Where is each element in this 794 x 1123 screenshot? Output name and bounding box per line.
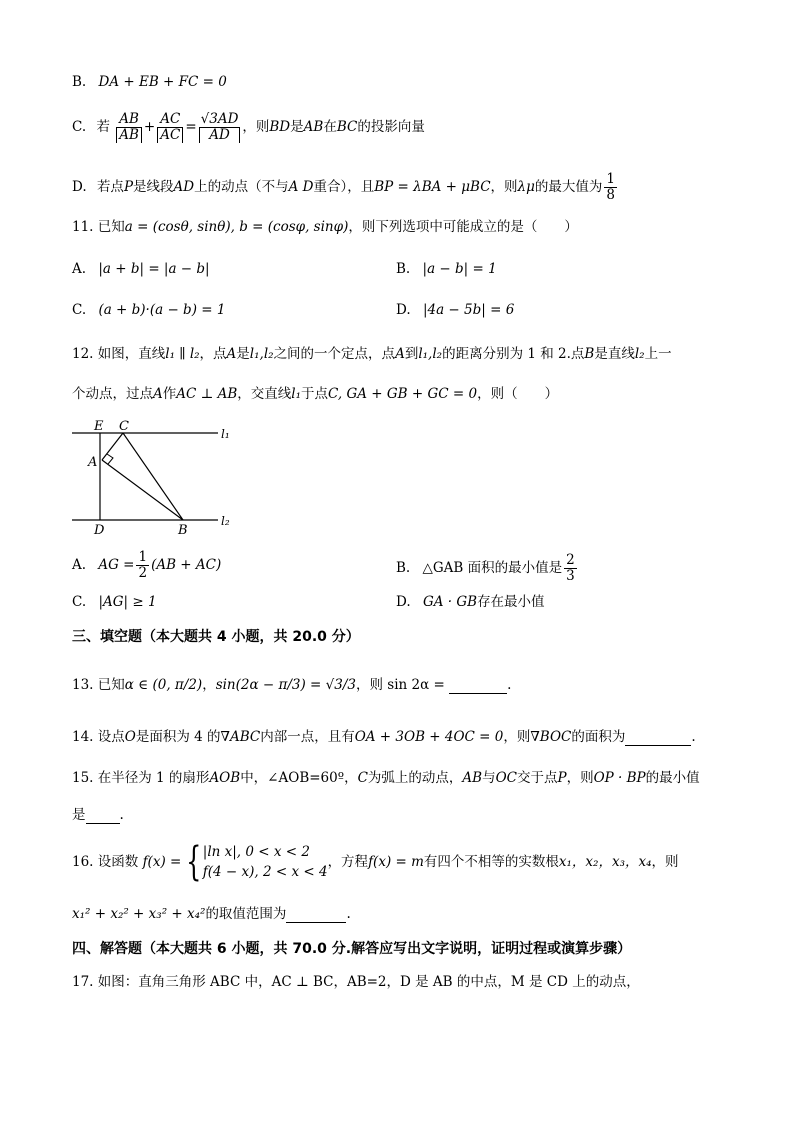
parallel-lines: l₁ ∥ l₂ (165, 346, 200, 362)
rhs: (AB + AC) (151, 557, 222, 573)
triangle-abc: ∇ABC (220, 729, 261, 745)
text: 若 (96, 119, 110, 135)
text: 之间的一个定点，点 (273, 346, 396, 362)
text: 与 (482, 770, 496, 786)
option-label: A. (72, 557, 87, 573)
segment-ab: AB (462, 770, 483, 786)
option-text: |4a − 5b| = 6 (422, 302, 515, 318)
answer-blank[interactable] (625, 745, 691, 746)
text: 12. 如图，直线 (72, 346, 166, 362)
label-e: E (94, 419, 104, 434)
segment-ac (102, 433, 123, 460)
lines: l₁,l₂ (418, 346, 443, 362)
q14: 14. 设点O是面积为 4 的∇ABC内部一点，且有OA + 3OB + 4OC = 0，则∇BOC的面积为 . (72, 729, 696, 745)
option-text: △GAB 面积的最小值是 (422, 560, 563, 576)
text: ，交直线 (237, 386, 292, 402)
q12-stem-line2 (72, 385, 558, 403)
sum-of-squares: x₁² + x₂² + x₃² + x₄² (72, 906, 206, 922)
text: 个动点，过点 (72, 386, 153, 402)
q17: 17. 如图：直角三角形 ABC 中，AC ⊥ BC，AB=2，D 是 AB 的中点，M 是 CD 上的动点， (72, 974, 640, 990)
q13: 13. 已知α ∈ (0, π/2)，sin(2α − π/3) = √3/3，则 sin 2α = . (72, 677, 512, 693)
q12-stem-line1 (72, 345, 672, 363)
brace-icon: { (186, 839, 202, 885)
point-p: P (123, 179, 134, 195)
text: 作 (162, 386, 177, 402)
lhs: AG = (98, 557, 135, 573)
dot-product: OP · BP (593, 770, 646, 786)
point-o: O (124, 729, 136, 745)
label-b: B (178, 523, 188, 537)
text: 若点 (96, 179, 124, 195)
option-label: A. (72, 261, 87, 277)
text: 是线段 (133, 179, 174, 195)
text: 14. 设点 (72, 729, 125, 745)
q12-option-b (396, 553, 579, 584)
text: 为弧上的动点， (367, 770, 463, 786)
vector-bc: BC (336, 119, 358, 135)
q10-option-b (72, 73, 227, 91)
text: ，点 (199, 346, 227, 362)
sine-equation: sin(2α − π/3) = √3/3 (215, 677, 356, 693)
q11-option-b (396, 260, 497, 278)
line-l1: l₁ (291, 386, 302, 402)
text: ，则（ ） (477, 386, 559, 402)
text: 是面积为 4 的 (135, 729, 221, 745)
text: ，则 (242, 119, 270, 135)
point-p: P (557, 770, 567, 786)
option-label: C. (72, 594, 87, 610)
text: 16. 设函数 (72, 854, 139, 870)
text: 交于点 (517, 770, 558, 786)
option-text: |a + b| = |a − b| (98, 261, 210, 277)
option-text: |AG| ≥ 1 (98, 594, 157, 610)
segment-ab (102, 460, 183, 520)
section-3-title: 三、填空题（本大题共 4 小题，共 20.0 分） (72, 629, 360, 645)
answer-blank[interactable] (449, 693, 507, 694)
answer-blank[interactable] (286, 922, 346, 923)
perpendicular: AC ⊥ AB (176, 386, 238, 402)
answer-fraction: $\frac{1}{8}$ (606, 171, 615, 203)
q10-option-d (72, 172, 619, 203)
vector-bd: BD (269, 119, 291, 135)
sector: AOB (209, 770, 241, 786)
text: 内部一点，且有 (260, 729, 355, 745)
points-a-d: A D (288, 179, 314, 195)
label-a: A (88, 455, 98, 470)
label-l1: l₁ (221, 427, 230, 441)
section-4-title: 四、解答题（本大题共 6 小题，共 70.0 分.解答应写出文字说明，证明过程或演算步骤） (72, 941, 632, 957)
segment-oc: OC (495, 770, 517, 786)
text: 在 (323, 119, 337, 135)
text: 是直线 (594, 346, 635, 362)
q12-option-c (72, 593, 157, 611)
q11-option-c (72, 301, 225, 319)
text: ，则 (566, 770, 594, 786)
point-a: A (153, 386, 163, 402)
text: 的最大值为 (534, 179, 603, 195)
answer-blank[interactable] (86, 823, 120, 824)
q10-option-c: C. 若 $\frac{AB}{AB}$ + $\frac{AC}{AC}$ = $\frac{√3AD}{AD}$ ，则BD是AB在BC的投影向量 (72, 111, 425, 143)
vector-definitions: a = (cosθ, sinθ), b = (cosφ, sinφ) (124, 219, 349, 235)
vector-formula: BP = λBA + μBC (374, 179, 491, 195)
text: 到 (404, 346, 419, 362)
option-label: C. (72, 302, 87, 318)
text: ， (202, 677, 216, 693)
q15-line2: 是 . (72, 807, 124, 823)
triangle-boc: ∇BOC (530, 729, 572, 745)
q11-option-d (396, 301, 514, 319)
text: ，则 (490, 179, 518, 195)
vector-equation: DA + EB + FC = 0 (98, 74, 227, 90)
roots: x₁，x₂，x₃，x₄ (558, 854, 652, 870)
text: 有四个不相等的实数根 (423, 854, 559, 870)
q11-option-a (72, 260, 210, 278)
text: 的取值范围为 (205, 906, 287, 922)
dot-product: GA · GB (422, 594, 478, 610)
function: f(x) = (142, 854, 182, 870)
label-c: C (119, 419, 129, 434)
equation: f(x) = m (368, 854, 424, 870)
lambda-mu: λμ (517, 179, 535, 195)
fraction-ad: $\frac{√3AD}{AD}$ (200, 111, 239, 143)
option-label: D. (72, 179, 87, 195)
option-label: B. (396, 560, 411, 576)
point-a: A (395, 346, 405, 362)
q12-option-a (72, 550, 221, 581)
right-angle-mark (107, 454, 113, 464)
two-thirds-fraction: $\frac{2}{3}$ (566, 552, 575, 584)
option-label: C. (72, 119, 87, 135)
option-label: B. (396, 261, 411, 277)
q16-line1 (72, 839, 679, 885)
question-tail: ，则下列选项中可能成立的是（ ） (348, 219, 578, 235)
text: 是 (236, 346, 250, 362)
text: 于点 (301, 386, 329, 402)
text: ，方程 (327, 854, 369, 870)
q16-line2: x₁² + x₂² + x₃² + x₄²的取值范围为 . (72, 906, 351, 922)
point-c: C (357, 770, 368, 786)
fraction-ac: $\frac{AC}{AC}$ (157, 112, 183, 143)
option-label: B. (72, 74, 87, 90)
text: 是 (72, 807, 86, 823)
text: 的面积为 (571, 729, 626, 745)
question-number: 11. 已知 (72, 219, 125, 235)
text: 的最小值 (645, 770, 700, 786)
option-text: (a + b)·(a − b) = 1 (98, 302, 226, 318)
segment-ad: AD (173, 179, 195, 195)
option-text: |a − b| = 1 (422, 261, 497, 277)
vector-condition: C, GA + GB + GC = 0 (328, 386, 478, 402)
option-label: D. (396, 302, 411, 318)
fraction-ab: $\frac{AB}{AB}$ (116, 112, 142, 143)
q12-figure (70, 412, 240, 537)
option-label: D. (396, 594, 411, 610)
text: 中，∠AOB=60º， (240, 770, 358, 786)
q15-line1 (72, 769, 700, 787)
segment-cb (123, 433, 183, 520)
option-text: 存在最小值 (477, 594, 545, 610)
label-d: D (94, 523, 105, 537)
piecewise-cases: |ln x|, 0 < x < 2 f(4 − x), 2 < x < 4 (202, 844, 328, 880)
q11-stem (72, 218, 578, 236)
text: 的投影向量 (357, 119, 425, 135)
text: ，则 (651, 854, 679, 870)
text: 重合），且 (313, 179, 375, 195)
label-l2: l₂ (221, 514, 230, 528)
text: 的距离分别为 1 和 2.点 (442, 346, 585, 362)
point-b: B (584, 346, 595, 362)
vector-formula: OA + 3OB + 4OC = 0 (354, 729, 504, 745)
text: ，则 sin 2α = (356, 677, 445, 693)
lines: l₁,l₂ (249, 346, 274, 362)
text: 上一 (644, 346, 672, 362)
alpha-condition: α ∈ (0, π/2) (124, 677, 203, 693)
q12-option-d (396, 593, 545, 611)
half-fraction: $\frac{1}{2}$ (138, 549, 148, 581)
text: 13. 已知 (72, 677, 125, 693)
text: 上的动点（不与 (194, 179, 289, 195)
line-l2: l₂ (634, 346, 645, 362)
point-a: A (226, 346, 237, 362)
text: 是 (290, 119, 304, 135)
vector-ab: AB (303, 119, 324, 135)
text: ，则 (503, 729, 531, 745)
text: 15. 在半径为 1 的扇形 (72, 770, 210, 786)
